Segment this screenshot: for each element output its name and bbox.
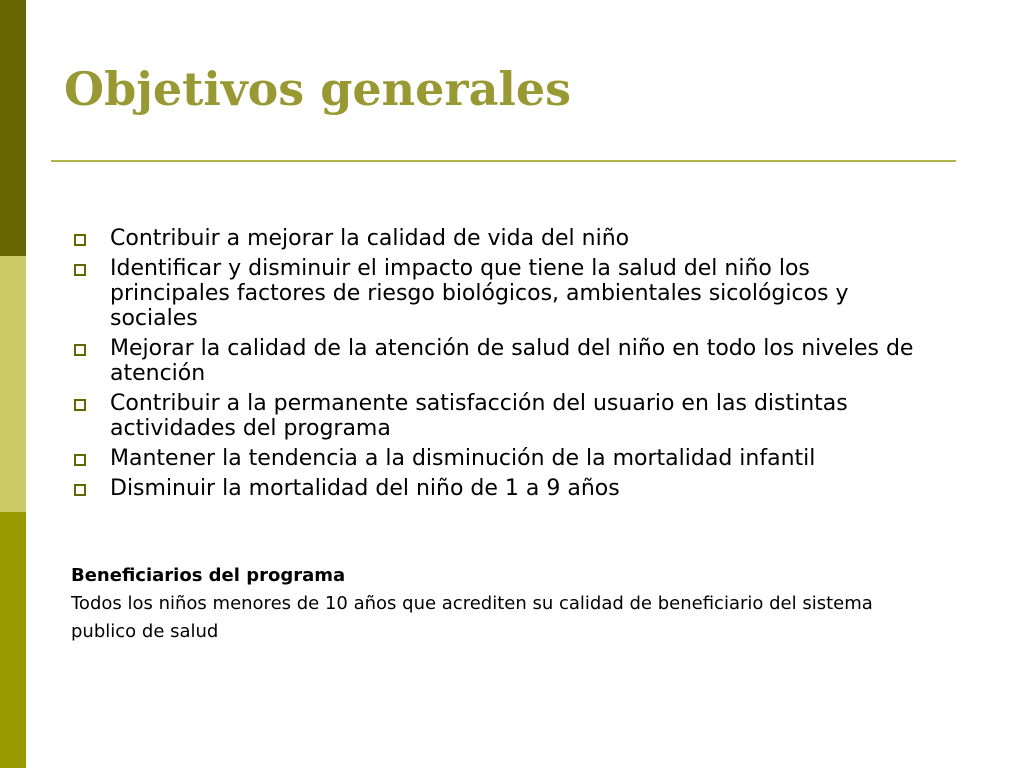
sidebar-stripe-bottom — [0, 512, 26, 768]
list-item — [70, 226, 930, 251]
list-item — [70, 336, 930, 386]
list-item-text: Mantener la tendencia a la disminución de la mortalidad infantil — [110, 446, 816, 471]
list-item-text: Contribuir a mejorar la calidad de vida del niño — [110, 226, 630, 251]
list-item-text: Mejorar la calidad de la atención de salud del niño en todo los niveles de atención — [110, 336, 914, 386]
hollow-square-bullet-icon — [74, 454, 86, 466]
beneficiaries-section — [71, 562, 931, 646]
slide-title: Objetivos generales — [64, 62, 572, 116]
hollow-square-bullet-icon — [74, 399, 86, 411]
hollow-square-bullet-icon — [74, 484, 86, 496]
list-item-text: Disminuir la mortalidad del niño de 1 a 9 años — [110, 476, 620, 501]
list-item — [70, 446, 930, 471]
hollow-square-bullet-icon — [74, 234, 86, 246]
list-item — [70, 391, 930, 441]
hollow-square-bullet-icon — [74, 344, 86, 356]
sidebar-stripe-top — [0, 0, 26, 256]
sidebar-stripe-middle — [0, 256, 26, 512]
title-divider — [51, 160, 956, 162]
beneficiaries-text: Todos los niños menores de 10 años que acrediten su calidad de beneficiario del sistema publico de salud — [71, 593, 873, 642]
list-item — [70, 476, 930, 501]
list-item-text: Identificar y disminuir el impacto que tiene la salud del niño los principales factores de riesgo biológicos, ambientales sicológicos y sociales — [110, 256, 849, 331]
beneficiaries-heading: Beneficiarios del programa — [71, 565, 346, 586]
list-item — [70, 256, 930, 331]
hollow-square-bullet-icon — [74, 264, 86, 276]
list-item-text: Contribuir a la permanente satisfacción del usuario en las distintas actividades del programa — [110, 391, 848, 441]
objectives-list — [70, 226, 930, 506]
